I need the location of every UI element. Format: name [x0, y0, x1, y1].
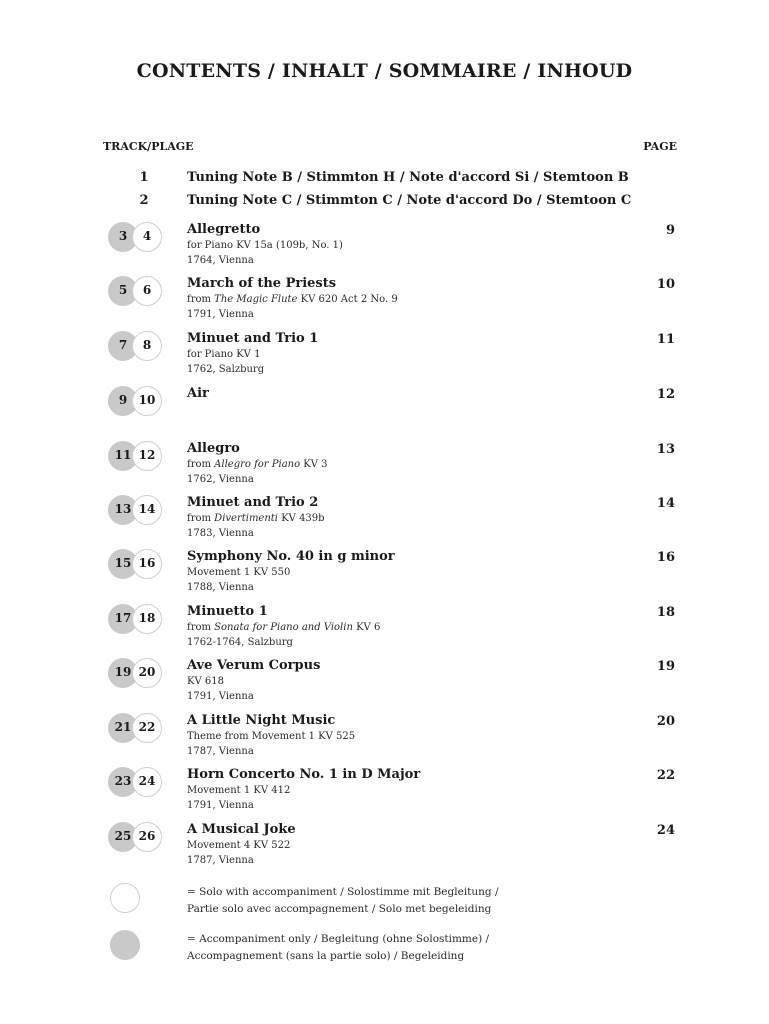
accompaniment-track-number: 25	[114, 829, 132, 843]
piece-source-text: KV 620 Act 2 No. 9	[297, 294, 398, 305]
piece-title: Minuet and Trio 2	[187, 495, 319, 510]
tuning-text: Tuning Note C / Stimmton C / Note d'accord Do / Stemtoon C	[187, 193, 632, 208]
piece-title: Minuetto 1	[187, 604, 268, 619]
solo-track-number: 18	[138, 611, 156, 625]
page-number: 9	[665, 223, 675, 238]
page-number: 24	[656, 823, 675, 838]
tuning-row	[103, 193, 703, 213]
page-number: 10	[656, 277, 675, 292]
piece-source-text: Movement 4 KV 522	[187, 840, 291, 851]
piece-date-place: 1783, Vienna	[187, 528, 254, 539]
contents-entry	[0, 276, 769, 330]
piece-source	[187, 349, 260, 360]
track-pill	[108, 658, 162, 688]
piece-source-work: Allegro for Piano	[214, 459, 301, 470]
contents-entry	[0, 495, 769, 549]
track-pill	[108, 276, 162, 306]
accompaniment-track-number: 13	[114, 502, 132, 516]
accompaniment-track-number: 19	[114, 665, 132, 679]
piece-source-text: for Piano KV 1	[187, 349, 261, 360]
piece-source	[187, 240, 343, 251]
solo-track-number: 8	[142, 338, 152, 352]
piece-source	[187, 622, 380, 633]
accompaniment-track-number: 21	[114, 720, 132, 734]
piece-date-place: 1791, Vienna	[187, 691, 254, 702]
accompaniment-legend-text	[187, 931, 489, 965]
solo-track-number: 14	[138, 502, 156, 516]
contents-entry	[0, 222, 769, 276]
solo-track-number: 10	[138, 393, 156, 407]
solo-legend-circle	[110, 883, 140, 913]
accompaniment-track-number: 23	[114, 774, 132, 788]
page-number: 22	[656, 768, 675, 783]
track-pill	[108, 331, 162, 361]
piece-title: Allegretto	[187, 222, 261, 237]
piece-source	[187, 513, 325, 524]
piece-source-text: for Piano KV 15a (109b, No. 1)	[187, 240, 343, 251]
track-pill	[108, 495, 162, 525]
tuning-row	[103, 170, 703, 190]
piece-date-place: 1788, Vienna	[187, 582, 254, 593]
accompaniment-track-number: 17	[114, 611, 132, 625]
track-pill	[108, 713, 162, 743]
contents-entry	[0, 658, 769, 712]
page-number: 20	[656, 714, 675, 729]
tuning-text: Tuning Note B / Stimmton H / Note d'accord Si / Stemtoon B	[187, 170, 629, 185]
solo-track-number: 24	[138, 774, 156, 788]
piece-source-text: KV 3	[300, 459, 328, 470]
contents-entry	[0, 386, 769, 440]
piece-title: March of the Priests	[187, 276, 337, 291]
piece-date-place: 1762-1764, Salzburg	[187, 637, 293, 648]
track-column-header: TRACK/PLAGE	[103, 140, 194, 153]
accompaniment-track-number: 3	[118, 229, 128, 243]
piece-date-place: 1764, Vienna	[187, 255, 254, 266]
piece-title: Allegro	[187, 441, 240, 456]
piece-source	[187, 567, 290, 578]
piece-title: Air	[187, 386, 209, 401]
piece-source	[187, 676, 224, 687]
piece-title: Minuet and Trio 1	[187, 331, 319, 346]
accompaniment-legend-line: = Accompaniment only / Begleitung (ohne Solostimme) /	[187, 933, 490, 945]
contents-entry	[0, 331, 769, 385]
page-number: 16	[656, 550, 675, 565]
solo-legend-text	[187, 884, 499, 918]
piece-title: Symphony No. 40 in g minor	[187, 549, 395, 564]
accompaniment-legend-circle	[110, 930, 140, 960]
accompaniment-legend-line: Accompagnement (sans la partie solo) / Begeleiding	[187, 950, 465, 962]
solo-legend-line: Partie solo avec accompagnement / Solo met begeleiding	[187, 903, 492, 915]
piece-source-text: from	[187, 459, 215, 470]
contents-entry	[0, 604, 769, 658]
track-pill	[108, 222, 162, 252]
piece-source	[187, 785, 290, 796]
piece-title: Horn Concerto No. 1 in D Major	[187, 767, 421, 782]
solo-track-number: 12	[138, 448, 156, 462]
piece-source-text: Movement 1 KV 412	[187, 785, 291, 796]
track-pill	[108, 767, 162, 797]
solo-track-number: 26	[138, 829, 156, 843]
page-number: 12	[656, 387, 675, 402]
piece-source-work: The Magic Flute	[214, 294, 298, 305]
solo-track-number: 6	[142, 283, 152, 297]
piece-date-place: 1791, Vienna	[187, 800, 254, 811]
piece-title: A Musical Joke	[187, 822, 296, 837]
page-number: 19	[656, 659, 675, 674]
piece-source	[187, 731, 355, 742]
piece-source-text: from	[187, 513, 215, 524]
piece-source-text: Movement 1 KV 550	[187, 567, 291, 578]
track-pill	[108, 549, 162, 579]
piece-date-place: 1787, Vienna	[187, 746, 254, 757]
piece-date-place: 1791, Vienna	[187, 309, 254, 320]
contents-entry	[0, 549, 769, 603]
accompaniment-track-number: 15	[114, 556, 132, 570]
piece-source	[187, 459, 328, 470]
contents-entry	[0, 767, 769, 821]
page-number: 11	[656, 332, 675, 347]
track-pill	[108, 386, 162, 416]
solo-track-number: 4	[142, 229, 152, 243]
piece-date-place: 1787, Vienna	[187, 855, 254, 866]
solo-track-number: 22	[138, 720, 156, 734]
piece-source-text: from	[187, 294, 215, 305]
page-title: CONTENTS / INHALT / SOMMAIRE / INHOUD	[136, 60, 633, 82]
piece-title: Ave Verum Corpus	[187, 658, 321, 673]
accompaniment-track-number: 9	[118, 393, 128, 407]
piece-source-text: from	[187, 622, 215, 633]
accompaniment-track-number: 5	[118, 283, 128, 297]
piece-source-work: Divertimenti	[214, 513, 279, 524]
piece-title: A Little Night Music	[187, 713, 336, 728]
contents-entry	[0, 441, 769, 495]
track-pill	[108, 604, 162, 634]
track-pill	[108, 822, 162, 852]
contents-entry	[0, 713, 769, 767]
page-number: 18	[656, 605, 675, 620]
piece-source-text: KV 618	[187, 676, 224, 687]
piece-source	[187, 294, 398, 305]
tuning-track-number: 1	[139, 170, 149, 185]
page-number: 14	[656, 496, 675, 511]
page-number: 13	[656, 442, 675, 457]
piece-source-text: Theme from Movement 1 KV 525	[187, 731, 356, 742]
tuning-track-number: 2	[139, 193, 149, 208]
piece-date-place: 1762, Vienna	[187, 474, 254, 485]
accompaniment-track-number: 7	[118, 338, 128, 352]
piece-source-work: Sonata for Piano and Violin	[214, 622, 353, 633]
piece-source-text: KV 6	[352, 622, 381, 633]
piece-source	[187, 840, 290, 851]
track-pill	[108, 441, 162, 471]
contents-entry	[0, 822, 769, 876]
solo-track-number: 20	[138, 665, 156, 679]
solo-track-number: 16	[138, 556, 156, 570]
piece-source-text: KV 439b	[278, 513, 325, 524]
accompaniment-track-number: 11	[114, 448, 132, 462]
page-column-header: PAGE	[643, 140, 677, 153]
solo-legend-line: = Solo with accompaniment / Solostimme mit Begleitung /	[187, 886, 499, 898]
piece-date-place: 1762, Salzburg	[187, 364, 265, 375]
